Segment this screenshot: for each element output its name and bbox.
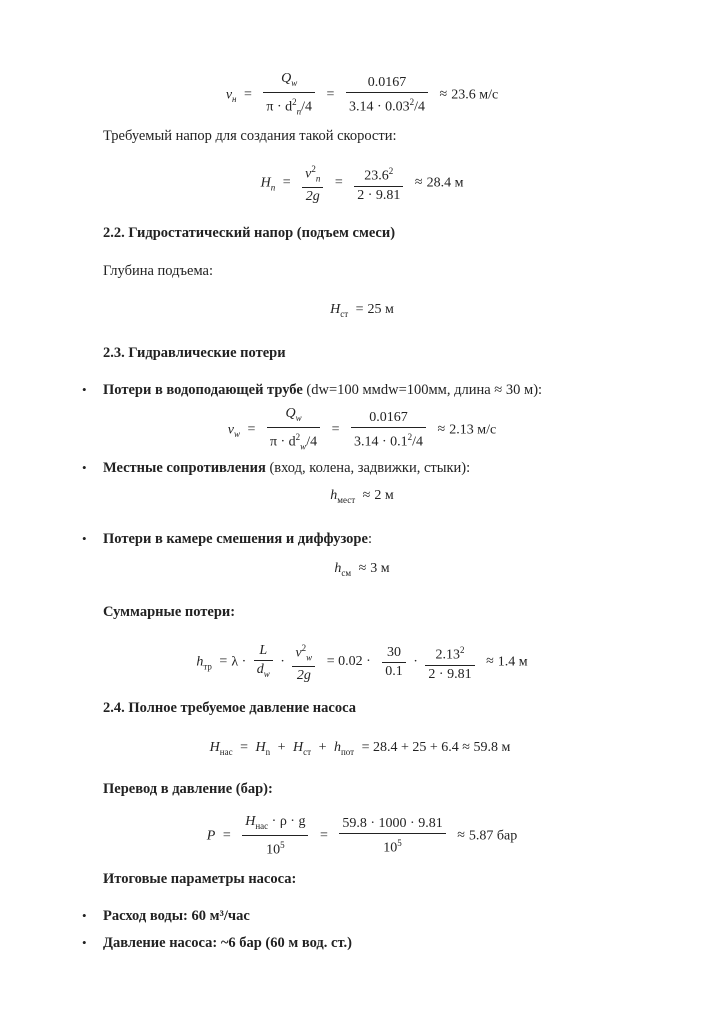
list-item-pump-pressure: Давление насоса: ~6 бар (60 м вод. ст.) — [103, 935, 352, 951]
list-item-pipe-losses: Потери в водоподающей трубе (dw=100 ммdw=100мм, длина ≈ 30 м): — [103, 382, 543, 398]
bullet-icon: • — [82, 382, 87, 397]
bullet-icon: • — [82, 935, 87, 950]
fraction: $\frac{Q_w}{\pi \cdot d^2_w/4}$ — [267, 405, 320, 455]
fraction: $\frac{v^2_w}{2g}$ — [292, 639, 315, 685]
formula-p: P = $\frac{H_{нас} \cdot \rho \cdot g}{10^5}$ = $\frac{59.8 \cdot 1000 \cdot 9.81}{10^5}$ ≈ 5.87 бар — [206, 814, 518, 858]
section-heading-2-4: 2.4. Полное требуемое давление насоса — [103, 700, 356, 716]
formula-vw: $v_w$ = $\frac{Q_w}{\pi \cdot d^2_w/4}$ = $\frac{0.0167}{3.14 \cdot 0.1^2/4}$ ≈ 2.13 м/с — [0, 405, 724, 455]
formula-hnas: $H_{нас} = H_n + H_{ст} + h_{пот} = 28.4 + 25 + 6.4 \approx 59.8$ м — [209, 740, 511, 757]
fraction: $\frac{2.13^2}{2 \cdot 9.81}$ — [425, 641, 474, 684]
paragraph-total-losses: Суммарные потери: — [103, 604, 236, 620]
formula-hsm: $h_{см} \approx 3$ м — [334, 561, 390, 578]
section-heading-2-3: 2.3. Гидравлические потери — [103, 345, 286, 361]
fraction: $\frac{30}{0.1}$ — [382, 644, 406, 681]
fraction: $\frac{23.6^2}{2 \cdot 9.81}$ — [354, 162, 403, 205]
fraction: $\frac{0.0167}{3.14 \cdot 0.03^2/4}$ — [346, 74, 428, 117]
section-heading-2-2: 2.2. Гидростатический напор (подъем смеси) — [103, 225, 396, 241]
formula-hmest: $h_{мест} \approx 2$ м — [330, 488, 394, 505]
list-item-mixing-losses: Потери в камере смешения и диффузоре: — [103, 531, 372, 547]
paragraph-final-params: Итоговые параметры насоса: — [103, 871, 297, 887]
bullet-icon: • — [82, 908, 87, 923]
paragraph-pressure-conversion: Перевод в давление (бар): — [103, 781, 273, 797]
paragraph-depth: Глубина подъема: — [103, 263, 213, 279]
fraction: $\frac{59.8 \cdot 1000 \cdot 9.81}{10^5}$ — [339, 815, 445, 858]
fraction: $\frac{v^2_n}{2g}$ — [302, 160, 323, 206]
formula-vn: $v_н$ = $\frac{Q_w}{\pi \cdot d^2_n/4}$ = $\frac{0.0167}{3.14 \cdot 0.03^2/4}$ ≈ 23.6 м/с — [0, 70, 724, 120]
list-item-local-resistance: Местные сопротивления (вход, колена, задвижки, стыки): — [103, 460, 471, 476]
bullet-icon: • — [82, 531, 87, 546]
list-item-water-flow: Расход воды: 60 м³/час — [103, 908, 250, 924]
fraction: $\frac{H_{нас} \cdot \rho \cdot g}{10^5}$ — [242, 813, 308, 859]
formula-htr: $h_{тр} = \lambda$ · $\frac{L}{d_w}$ · $\frac{v^2_w}{2g}$ = 0.02 · $\frac{30}{0.1}$ · $\frac{2.13^2}{2 \cdot 9.81}$ ≈ 1.4 м — [0, 639, 724, 685]
bullet-icon: • — [82, 460, 87, 475]
formula-hn: $H_n$ = $\frac{v^2_n}{2g}$ = $\frac{23.6^2}{2 \cdot 9.81}$ ≈ 28.4 м — [0, 160, 724, 206]
formula-hst: $H_{ст} = 25$ м — [330, 302, 394, 319]
fraction: $\frac{L}{d_w}$ — [254, 642, 273, 683]
paragraph-required-head: Требуемый напор для создания такой скорости: — [103, 128, 397, 144]
fraction: $\frac{0.0167}{3.14 \cdot 0.1^2/4}$ — [351, 409, 426, 452]
fraction: $\frac{Q_w}{\pi \cdot d^2_n/4}$ — [263, 70, 315, 120]
